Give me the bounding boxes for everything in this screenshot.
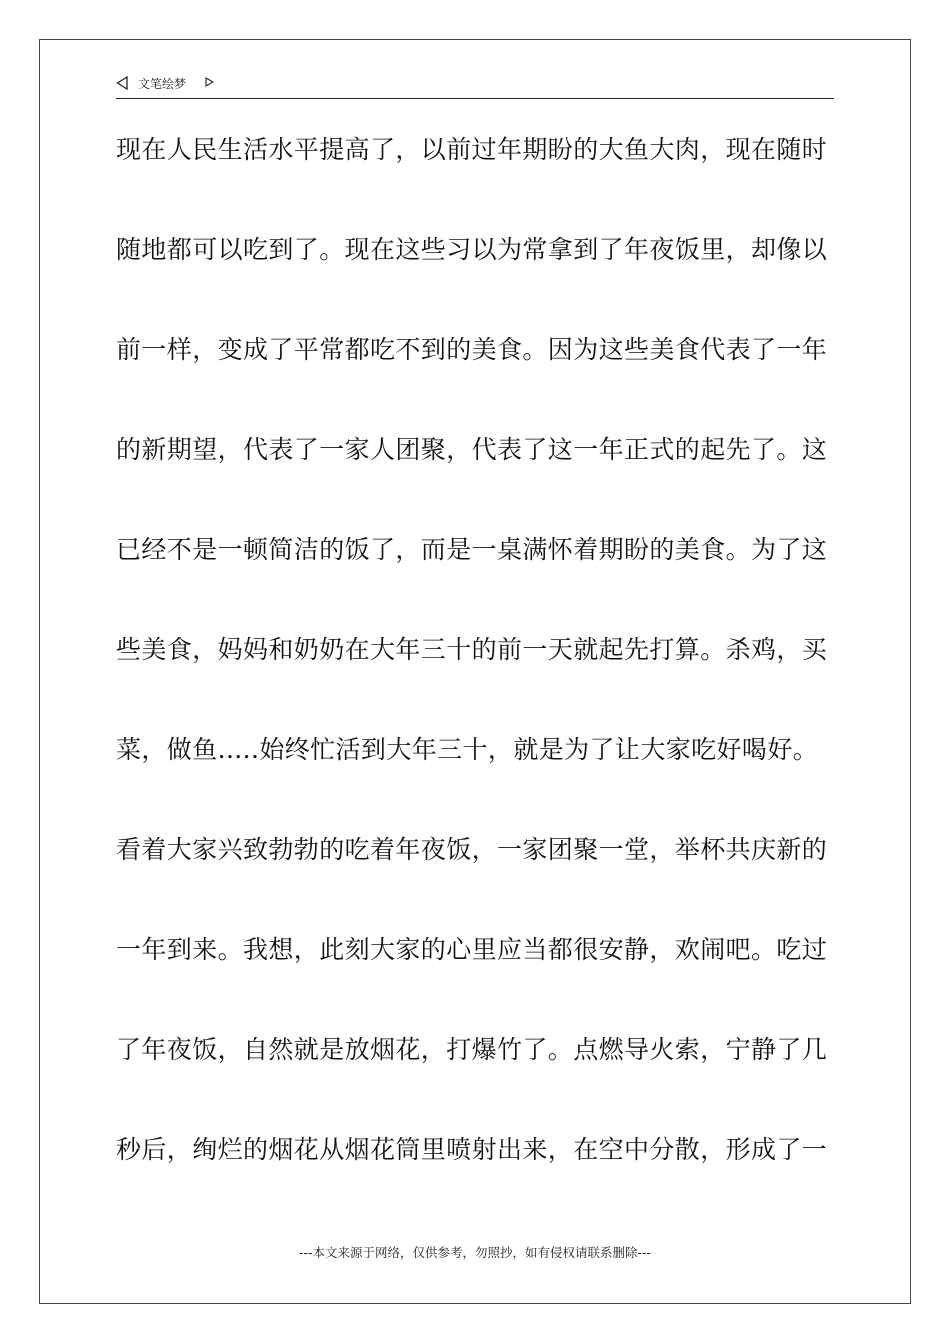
triangle-left-outline-icon [116, 76, 128, 90]
body-line: 看着大家兴致勃勃的吃着年夜饭，一家团聚一堂，举杯共庆新的 [116, 835, 828, 864]
body-line: 秒后，绚烂的烟花从烟花筒里喷射出来，在空中分散，形成了一 [116, 1135, 828, 1164]
body-line: 菜，做鱼.....始终忙活到大年三十，就是为了让大家吃好喝好。 [116, 735, 819, 764]
footer-disclaimer: ---本文来源于网络，仅供参考，勿照抄，如有侵权请联系删除--- [298, 1245, 652, 1260]
body-line: 随地都可以吃到了。现在这些习以为常拿到了年夜饭里，却像以 [116, 235, 828, 264]
page-header [116, 72, 834, 99]
body-line: 前一样，变成了平常都吃不到的美食。因为这些美食代表了一年 [116, 335, 828, 364]
triangle-right-outline-icon [205, 77, 214, 87]
body-line: 些美食，妈妈和奶奶在大年三十的前一天就起先打算。杀鸡，买 [116, 635, 828, 664]
body-line: 现在人民生活水平提高了，以前过年期盼的大鱼大肉，现在随时 [116, 135, 828, 164]
body-line: 的新期望，代表了一家人团聚，代表了这一年正式的起先了。这 [116, 435, 828, 464]
body-line: 一年到来。我想，此刻大家的心里应当都很安静，欢闹吧。吃过 [116, 935, 828, 964]
header-title: 文笔绘梦 [138, 77, 187, 91]
body-line: 了年夜饭，自然就是放烟花，打爆竹了。点燃导火索，宁静了几 [116, 1035, 828, 1064]
article-body [116, 132, 846, 1232]
body-line: 已经不是一顿简洁的饭了，而是一桌满怀着期盼的美食。为了这 [116, 535, 828, 564]
